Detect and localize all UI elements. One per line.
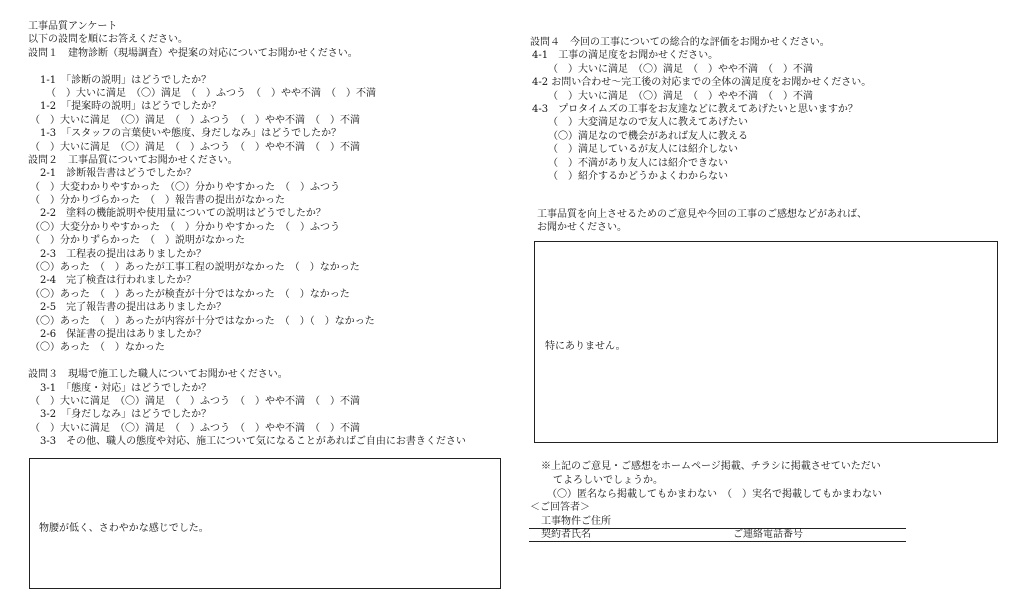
q2-1-question: 2-1 診断報告書はどうでしたか？: [40, 168, 197, 180]
q4-1-options: （ ）大いに満足 （〇）満足 （ ）やや不満 （ ）不満: [548, 63, 813, 75]
name-label: 契約者氏名: [541, 529, 591, 540]
q1-2-options: （ ）大いに満足 （〇）満足 （ ）ふつう （ ）やや不満 （ ）不満: [30, 114, 360, 126]
q3-2-options: （ ）大いに満足 （〇）満足 （ ）ふつう （ ）やや不満 （ ）不満: [30, 422, 360, 434]
q4-3-option-3: （ ）満足しているが友人には紹介しない: [548, 144, 738, 156]
q1-1-options: （ ）大いに満足 （〇）満足 （ ）ふつう （ ）やや不満 （ ）不満: [46, 87, 376, 99]
q3-answer-text: 物腰が低く、さわやかな感じでした。: [39, 523, 209, 534]
q3-2-question: 3-2 「身だしなみ」はどうでしたか？: [40, 409, 212, 421]
q2-4-options: （〇）あった （ ）あったが検査が十分ではなかった （ ）なかった: [30, 288, 350, 300]
left-column: [28, 20, 508, 449]
respondent-heading: ＜ご回答者＞: [530, 502, 590, 513]
q3-1-question: 3-1 「態度・対応」はどうでしたか？: [40, 382, 212, 394]
q4-2-options: （ ）大いに満足 （〇）満足 （ ）やや不満 （ ）不満: [548, 90, 813, 102]
q3-answer-box[interactable]: [29, 458, 501, 589]
q1-3-options: （ ）大いに満足 （〇）満足 （ ）ふつう （ ）やや不満 （ ）不満: [30, 141, 360, 153]
q2-6-options: （〇）あった （ ）なかった: [30, 342, 165, 354]
q2-5-options: （〇）あった （ ）あったが内容が十分ではなかった （ ）（ ）なかった: [30, 315, 375, 327]
q1-1-question: 1-1 「診断の説明」はどうでしたか？: [40, 74, 212, 86]
feedback-prompt-line2: お聞かせください。: [537, 222, 627, 233]
q4-1-question: 4-1 工事の満足度をお聞かせください。: [532, 50, 719, 62]
q2-5-question: 2-5 完了報告書の提出はありましたか？: [40, 302, 227, 314]
q1-3-question: 1-3 「スタッフの言葉使いや態度、身だしなみ」はどうでしたか？: [40, 128, 342, 140]
q2-4-question: 2-4 完了検査は行われましたか？: [40, 275, 197, 287]
q4-heading: 設問４ 今回の工事についての総合的な評価をお聞かせください。: [530, 37, 830, 48]
q4-3-question: 4-3 プロタイムズの工事をお友達などに教えてあげたいと思いますか？: [532, 103, 858, 115]
q1-2-question: 1-2 「提案時の説明」はどうでしたか？: [40, 101, 222, 113]
q2-1-options-a: （ ）大変わかりやすかった （〇）分かりやすかった （ ）ふつう: [30, 181, 340, 193]
q2-heading: 設問２ 工事品質についてお聞かせください。: [28, 154, 238, 166]
q4-2-question: 4-2 お問い合わせ～完工後の対応までの全体の満足度をお聞かせください。: [532, 77, 872, 89]
q3-1-options: （ ）大いに満足 （〇）満足 （ ）ふつう （ ）やや不満 （ ）不満: [30, 395, 360, 407]
q2-3-question: 2-3 工程表の提出はありましたか？: [40, 248, 207, 260]
document-title: 工事品質アンケート: [28, 21, 118, 32]
q2-2-question: 2-2 塗料の機能説明や使用量についての説明はどうでしたか？: [40, 208, 326, 220]
q3-heading: 設問３ 現場で施工した職人についてお聞かせください。: [28, 369, 288, 381]
publish-choice: （〇）匿名なら掲載してもかまわない （ ）実名で掲載してもかまわない: [547, 489, 882, 500]
feedback-answer-box[interactable]: [534, 241, 998, 443]
phone-label: ご連絡電話番号: [733, 529, 803, 540]
q4-3-option-2: （〇）満足なので機会があれば友人に教える: [548, 130, 748, 142]
q2-2-options-b: （ ）分かりずらかった （ ）説明がなかった: [30, 235, 245, 247]
q1-heading: 設問１ 建物診断（現場調査）や提案の対応についてお聞かせください。: [28, 47, 358, 59]
feedback-answer-text: 特にありません。: [545, 341, 626, 352]
q2-2-options-a: （〇）大変分かりやすかった （ ）分かりやすかった （ ）ふつう: [30, 221, 340, 233]
publish-note-line1: ※上記のご意見・ご感想をホームページ掲載、チラシに掲載させていただい: [541, 461, 881, 472]
name-underline: [529, 541, 906, 542]
q3-3-question: 3-3 その他、職人の態度や対応、施工について気になることがあればご自由にお書きください: [40, 436, 466, 448]
q4-3-option-1: （ ）大変満足なので友人に教えてあげたい: [548, 117, 748, 129]
q2-6-question: 2-6 保証書の提出はありましたか？: [40, 328, 207, 340]
q4-3-option-5: （ ）紹介するかどうかよくわからない: [548, 170, 728, 182]
q2-1-options-b: （ ）分かりづらかった （ ）報告書の提出がなかった: [30, 195, 285, 207]
address-label: 工事物件ご住所: [541, 516, 611, 527]
intro-text: 以下の設問を順にお答えください。: [28, 34, 188, 46]
right-column: [530, 36, 1010, 183]
q2-3-options: （〇）あった （ ）あったが工事工程の説明がなかった （ ）なかった: [30, 262, 360, 274]
feedback-prompt-line1: 工事品質を向上させるためのご意見や今回の工事のご感想などがあれば、: [537, 209, 867, 220]
q4-3-option-4: （ ）不満があり友人には紹介できない: [548, 157, 728, 169]
publish-note-line2: てよろしいでしょうか。: [553, 475, 663, 486]
